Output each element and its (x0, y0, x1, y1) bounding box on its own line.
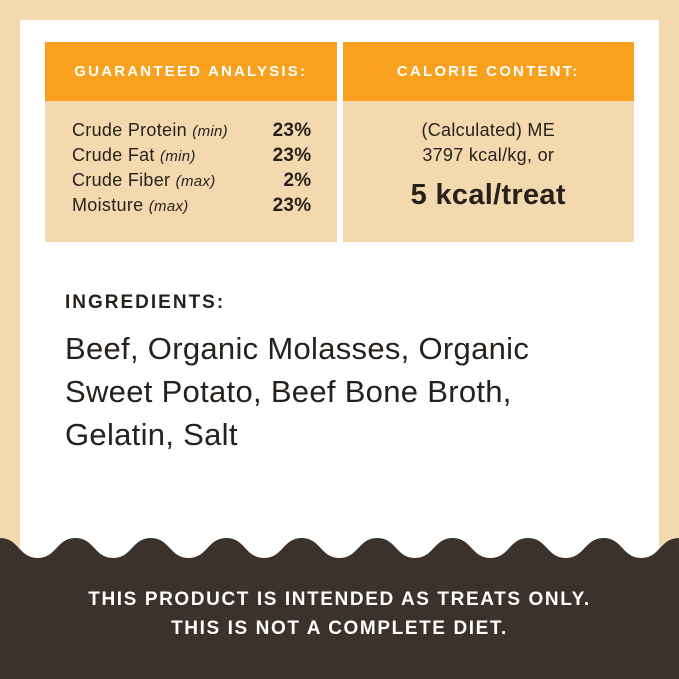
guaranteed-analysis-header (45, 42, 337, 101)
guaranteed-analysis-panel (45, 42, 337, 242)
calorie-per-treat-value: 5 kcal/treat (410, 179, 566, 211)
wave-edge-decoration (0, 537, 679, 559)
ingredients-title: INGREDIENTS: (65, 292, 226, 313)
disclaimer-footer (0, 537, 679, 679)
analysis-label (72, 120, 228, 141)
analysis-qualifier: (max) (148, 198, 189, 215)
ingredients-line: Beef, Organic Molasses, Organic (65, 331, 530, 366)
calorie-content-body (343, 101, 635, 242)
analysis-qualifier: (max) (175, 173, 216, 190)
disclaimer-line-1: THIS PRODUCT IS INTENDED AS TREATS ONLY. (88, 589, 591, 610)
ingredients-line: Sweet Potato, Beef Bone Broth, (65, 374, 512, 409)
analysis-label (72, 170, 215, 191)
analysis-label (72, 195, 189, 216)
analysis-label-text: Crude Fat (72, 145, 155, 165)
disclaimer-text-block (0, 559, 679, 679)
calorie-content-panel (343, 42, 635, 242)
calorie-content-title: CALORIE CONTENT: (396, 63, 580, 80)
analysis-value: 23% (272, 120, 312, 141)
analysis-value: 23% (272, 195, 312, 216)
analysis-value: 23% (272, 145, 312, 166)
calorie-kcal-kg-line: 3797 kcal/kg, or (422, 145, 555, 165)
guaranteed-analysis-body (45, 101, 337, 242)
ingredients-line: Gelatin, Salt (65, 417, 238, 452)
analysis-qualifier: (min) (160, 148, 196, 165)
analysis-row-crude-protein (72, 120, 312, 145)
analysis-label-text: Crude Protein (72, 120, 187, 140)
ingredients-list (65, 327, 614, 456)
ingredients-section (45, 293, 614, 456)
analysis-row-crude-fat (72, 145, 312, 170)
analysis-label-text: Moisture (72, 195, 144, 215)
analysis-label (72, 145, 196, 166)
calorie-calculated-line: (Calculated) ME (421, 120, 556, 140)
info-panels (45, 42, 634, 242)
calorie-content-header (343, 42, 635, 101)
analysis-row-crude-fiber (72, 170, 312, 195)
analysis-qualifier: (min) (192, 123, 228, 140)
analysis-row-moisture (72, 195, 312, 220)
guaranteed-analysis-title: GUARANTEED ANALYSIS: (74, 63, 308, 80)
analysis-value: 2% (283, 170, 312, 191)
disclaimer-line-2: THIS IS NOT A COMPLETE DIET. (171, 618, 508, 639)
analysis-label-text: Crude Fiber (72, 170, 171, 190)
